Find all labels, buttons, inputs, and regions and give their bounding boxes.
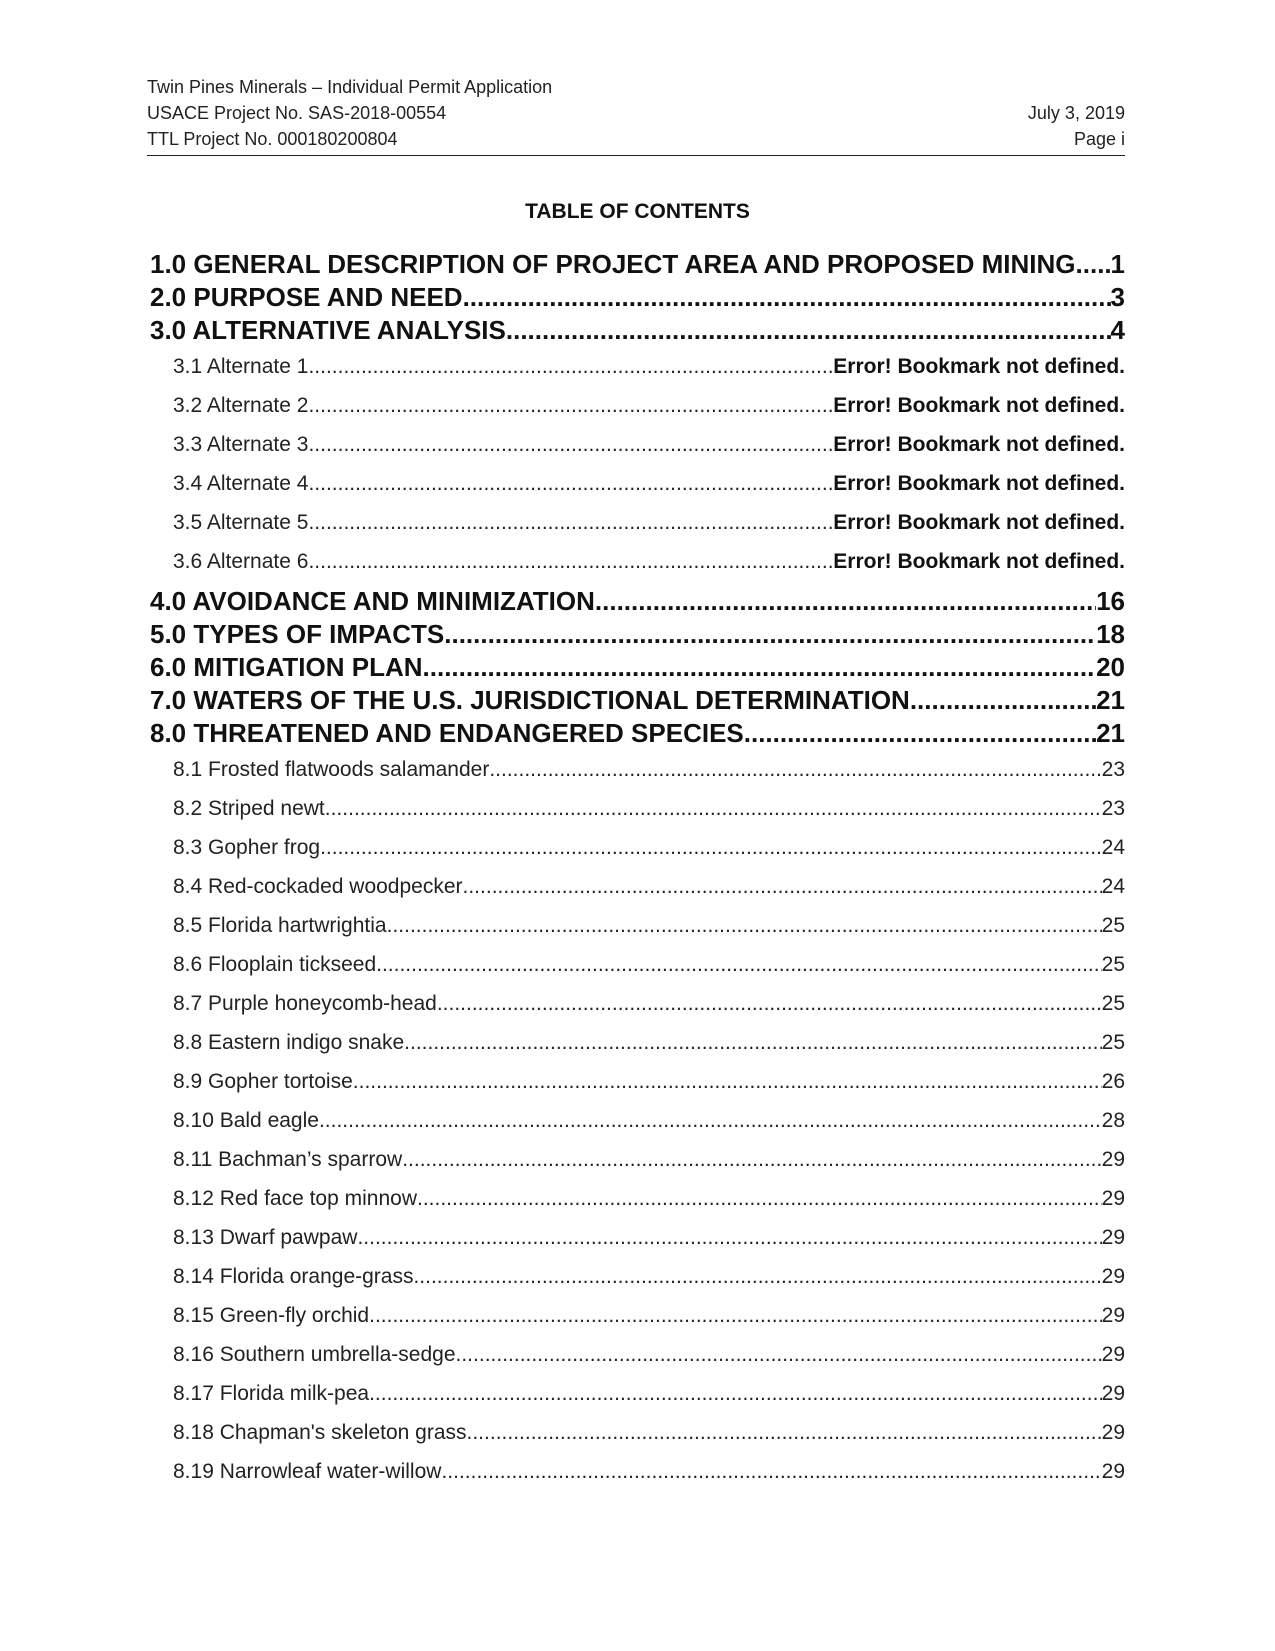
toc-entry-page: 29 (1101, 1226, 1125, 1249)
dot-leader (595, 585, 1096, 618)
toc-entry-page: Error! Bookmark not defined. (833, 355, 1125, 378)
toc-entry-page: 18 (1096, 619, 1125, 649)
page-number: Page i (1073, 129, 1125, 149)
toc-entry-6-0[interactable] (150, 651, 1125, 684)
toc-entry-page: 29 (1101, 1421, 1125, 1444)
dot-leader (456, 1335, 1102, 1374)
dot-leader (369, 1374, 1102, 1413)
toc-entry-1-0[interactable] (150, 248, 1125, 281)
toc-entry-label: 3.4 Alternate 4 (173, 472, 309, 495)
dot-leader (320, 828, 1102, 867)
toc-entry-3-5[interactable] (150, 503, 1125, 542)
toc-entry-page: Error! Bookmark not defined. (833, 433, 1125, 456)
table-of-contents (150, 248, 1125, 1491)
dot-leader (489, 750, 1101, 789)
dot-leader (308, 347, 833, 386)
toc-entry-3-0[interactable] (150, 314, 1125, 347)
dot-leader (437, 984, 1102, 1023)
toc-entry-label: 3.5 Alternate 5 (173, 511, 309, 534)
dot-leader (744, 717, 1096, 750)
toc-entry-label: 8.11 Bachman’s sparrow (173, 1148, 403, 1171)
dot-leader (910, 684, 1096, 717)
dot-leader (308, 503, 833, 542)
header-row-1 (147, 74, 1125, 100)
toc-entry-8-7[interactable] (150, 984, 1125, 1023)
toc-entry-page: 16 (1096, 586, 1125, 616)
toc-entry-label: 6.0 MITIGATION PLAN (150, 652, 423, 682)
toc-entry-8-18[interactable] (150, 1413, 1125, 1452)
dot-leader (1076, 248, 1111, 281)
toc-entry-label: 3.1 Alternate 1 (173, 355, 309, 378)
dot-leader (506, 314, 1111, 347)
toc-entry-5-0[interactable] (150, 618, 1125, 651)
toc-entry-page: 28 (1101, 1109, 1125, 1132)
toc-entry-page: 21 (1096, 685, 1125, 715)
toc-entry-label: 8.4 Red-cockaded woodpecker (173, 875, 463, 898)
dot-leader (357, 1218, 1101, 1257)
toc-entry-label: 3.6 Alternate 6 (173, 550, 309, 573)
toc-entry-label: 8.5 Florida hartwrightia (173, 914, 387, 937)
toc-entry-7-0[interactable] (150, 684, 1125, 717)
dot-leader (463, 867, 1102, 906)
toc-entry-label: 8.10 Bald eagle (173, 1109, 319, 1132)
toc-entry-label: 8.7 Purple honeycomb-head (173, 992, 437, 1015)
toc-entry-page: 25 (1101, 914, 1125, 937)
page-header (147, 74, 1125, 152)
dot-leader (308, 542, 833, 581)
dot-leader (467, 1413, 1102, 1452)
toc-entry-8-8[interactable] (150, 1023, 1125, 1062)
dot-leader (308, 386, 833, 425)
toc-entry-8-5[interactable] (150, 906, 1125, 945)
dot-leader (404, 1023, 1101, 1062)
toc-entry-page: 20 (1096, 652, 1125, 682)
dot-leader (308, 425, 833, 464)
toc-entry-8-17[interactable] (150, 1374, 1125, 1413)
dot-leader (319, 1101, 1102, 1140)
toc-entry-page: Error! Bookmark not defined. (833, 550, 1125, 573)
toc-entry-label: 8.6 Flooplain tickseed (173, 953, 377, 976)
toc-entry-page: 29 (1101, 1304, 1125, 1327)
toc-entry-3-6[interactable] (150, 542, 1125, 581)
toc-entry-label: 1.0 GENERAL DESCRIPTION OF PROJECT AREA AND PROPOSED MINING (150, 249, 1076, 279)
toc-entry-label: 4.0 AVOIDANCE AND MINIMIZATION (150, 586, 595, 616)
toc-entry-label: 8.2 Striped newt (173, 797, 325, 820)
toc-entry-page: 1 (1110, 249, 1125, 279)
toc-entry-label: 8.16 Southern umbrella-sedge (173, 1343, 456, 1366)
toc-entry-label: 2.0 PURPOSE AND NEED (150, 282, 463, 312)
dot-leader (423, 651, 1097, 684)
toc-entry-3-4[interactable] (150, 464, 1125, 503)
toc-entry-page: 29 (1101, 1382, 1125, 1405)
toc-entry-8-9[interactable] (150, 1062, 1125, 1101)
toc-entry-label: 8.17 Florida milk-pea (173, 1382, 370, 1405)
header-divider (147, 155, 1125, 156)
toc-entry-label: 8.13 Dwarf pawpaw (173, 1226, 358, 1249)
dot-leader (402, 1140, 1101, 1179)
dot-leader (441, 1452, 1101, 1491)
dot-leader (325, 789, 1102, 828)
toc-entry-label: 5.0 TYPES OF IMPACTS (150, 619, 445, 649)
toc-entry-8-3[interactable] (150, 828, 1125, 867)
toc-entry-page: 25 (1101, 1031, 1125, 1054)
toc-entry-label: 8.8 Eastern indigo snake (173, 1031, 405, 1054)
toc-entry-label: 7.0 WATERS OF THE U.S. JURISDICTIONAL DETERMINATION (150, 685, 910, 715)
toc-entry-3-1[interactable] (150, 347, 1125, 386)
toc-entry-8-6[interactable] (150, 945, 1125, 984)
toc-entry-page: 29 (1101, 1460, 1125, 1483)
toc-entry-8-0[interactable] (150, 717, 1125, 750)
toc-entry-8-14[interactable] (150, 1257, 1125, 1296)
toc-entry-8-11[interactable] (150, 1140, 1125, 1179)
toc-entry-page: 25 (1101, 992, 1125, 1015)
toc-entry-8-10[interactable] (150, 1101, 1125, 1140)
toc-entry-8-19[interactable] (150, 1452, 1125, 1491)
toc-entry-8-4[interactable] (150, 867, 1125, 906)
header-row-3 (147, 126, 1125, 152)
toc-entry-page: 4 (1110, 315, 1125, 345)
toc-entry-4-0[interactable] (150, 585, 1125, 618)
toc-entry-3-3[interactable] (150, 425, 1125, 464)
toc-entry-page: 23 (1101, 797, 1125, 820)
toc-title: TABLE OF CONTENTS (525, 200, 750, 223)
document-date: July 3, 2019 (1027, 103, 1125, 123)
dot-leader (376, 945, 1102, 984)
dot-leader (444, 618, 1096, 651)
toc-entry-label: 8.15 Green-fly orchid (173, 1304, 370, 1327)
toc-entry-page: 29 (1101, 1265, 1125, 1288)
toc-entry-page: 29 (1101, 1343, 1125, 1366)
toc-entry-page: 29 (1101, 1187, 1125, 1210)
dot-leader (463, 281, 1111, 314)
toc-entry-label: 3.2 Alternate 2 (173, 394, 309, 417)
usace-project-number: USACE Project No. SAS-2018-00554 (147, 103, 447, 123)
toc-entry-label: 8.14 Florida orange-grass (173, 1265, 414, 1288)
dot-leader (387, 906, 1102, 945)
dot-leader (369, 1296, 1102, 1335)
toc-entry-8-1[interactable] (150, 750, 1125, 789)
toc-entry-page: 24 (1101, 875, 1125, 898)
toc-entry-page: 23 (1101, 758, 1125, 781)
toc-entry-label: 8.12 Red face top minnow (173, 1187, 417, 1210)
toc-entry-label: 8.19 Narrowleaf water-willow (173, 1460, 442, 1483)
toc-entry-page: 29 (1101, 1148, 1125, 1171)
toc-entry-label: 8.0 THREATENED AND ENDANGERED SPECIES (150, 718, 744, 748)
toc-entry-3-2[interactable] (150, 386, 1125, 425)
toc-entry-8-13[interactable] (150, 1218, 1125, 1257)
toc-entry-2-0[interactable] (150, 281, 1125, 314)
document-title: Twin Pines Minerals – Individual Permit Application (147, 77, 553, 97)
toc-entry-page: 26 (1101, 1070, 1125, 1093)
toc-entry-page: 24 (1101, 836, 1125, 859)
toc-entry-8-15[interactable] (150, 1296, 1125, 1335)
toc-entry-label: 8.3 Gopher frog (173, 836, 321, 859)
toc-entry-page: Error! Bookmark not defined. (833, 511, 1125, 534)
toc-entry-8-16[interactable] (150, 1335, 1125, 1374)
toc-entry-label: 8.18 Chapman's skeleton grass (173, 1421, 467, 1444)
toc-entry-label: 8.9 Gopher tortoise (173, 1070, 353, 1093)
toc-entry-page: 3 (1110, 282, 1125, 312)
dot-leader (413, 1257, 1101, 1296)
toc-entry-8-2[interactable] (150, 789, 1125, 828)
toc-entry-8-12[interactable] (150, 1179, 1125, 1218)
dot-leader (417, 1179, 1102, 1218)
toc-entry-label: 3.0 ALTERNATIVE ANALYSIS (150, 315, 506, 345)
ttl-project-number: TTL Project No. 000180200804 (147, 129, 398, 149)
toc-entry-label: 3.3 Alternate 3 (173, 433, 309, 456)
toc-entry-page: 21 (1096, 718, 1125, 748)
toc-entry-label: 8.1 Frosted flatwoods salamander (173, 758, 490, 781)
dot-leader (353, 1062, 1102, 1101)
header-row-2 (147, 100, 1125, 126)
toc-entry-page: Error! Bookmark not defined. (833, 394, 1125, 417)
dot-leader (308, 464, 833, 503)
toc-entry-page: Error! Bookmark not defined. (833, 472, 1125, 495)
toc-entry-page: 25 (1101, 953, 1125, 976)
